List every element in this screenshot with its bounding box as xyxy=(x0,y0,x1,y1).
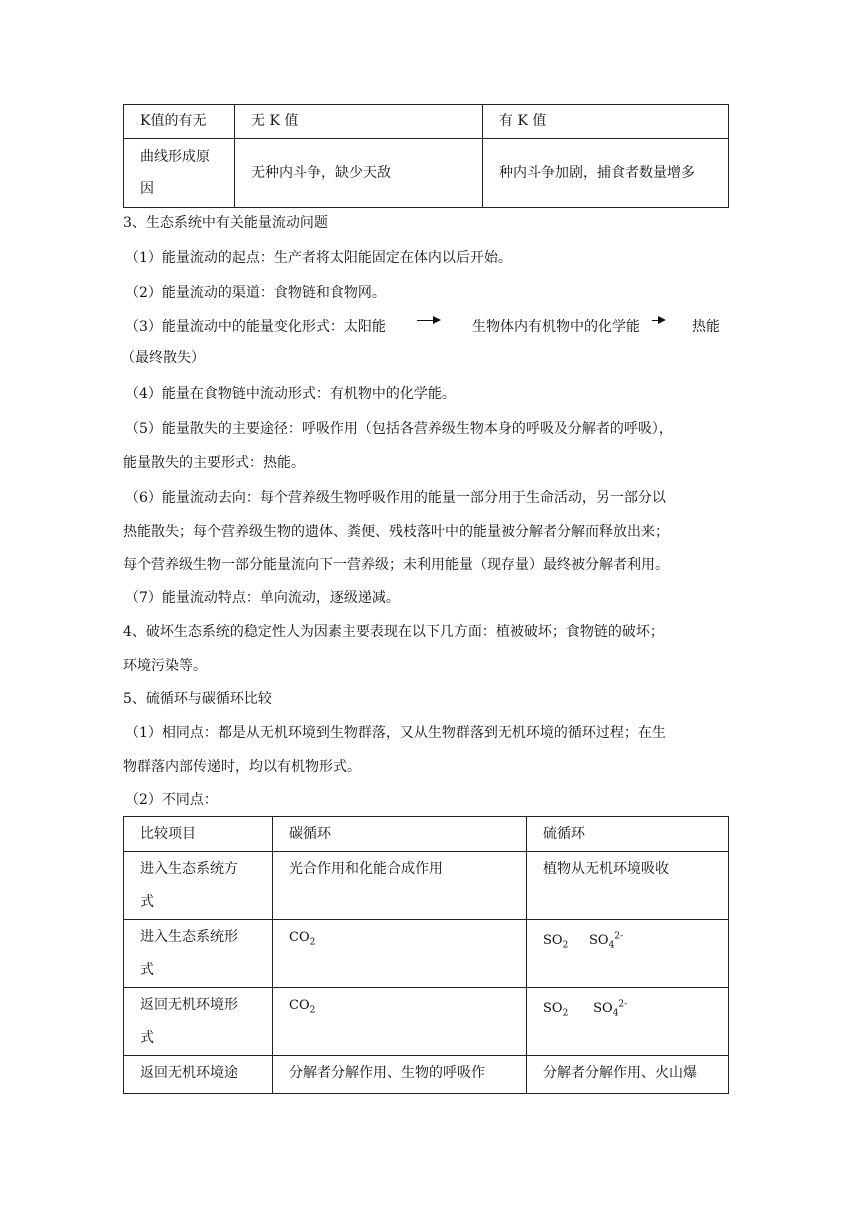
cell: 分解者分解作用、火山爆 xyxy=(527,1056,729,1094)
paragraph: （2）不同点： xyxy=(125,792,218,808)
paragraph: （1）相同点：都是从无机环境到生物群落，又从生物群落到无机环境的循环过程；在生 xyxy=(125,725,666,741)
formula-co2: $CO_2$ xyxy=(289,930,316,948)
text: 生物体内有机物中的化学能 xyxy=(472,319,640,335)
formula-so2: $SO_2$ xyxy=(543,933,569,951)
paragraph: 每个营养级生物一部分能量流向下一营养级；未利用能量（现存量）最终被分解者利用。 xyxy=(123,557,669,573)
cell: 有 K 值 xyxy=(483,105,729,139)
cell-line: 因 xyxy=(140,181,154,197)
cell: 返回无机环境途 xyxy=(124,1056,273,1094)
cell-line: 式 xyxy=(140,1030,154,1046)
formula-so4: $SO_4^{2-}$ xyxy=(593,1000,628,1019)
cell xyxy=(124,920,273,988)
paragraph: 能量散失的主要形式：热能。 xyxy=(123,455,305,471)
cell-line: 曲线形成原 xyxy=(140,149,210,165)
paragraph: 物群落内部传递时，均以有机物形式。 xyxy=(123,759,361,775)
cell xyxy=(124,852,273,920)
paragraph: （6）能量流动去向：每个营养级生物呼吸作用的能量一部分用于生命活动，另一部分以 xyxy=(125,490,666,506)
cell xyxy=(273,920,527,988)
paragraph: （7）能量流动特点：单向流动，逐级递减。 xyxy=(125,590,400,606)
cell-line: 式 xyxy=(140,962,154,978)
text: 热能 xyxy=(692,319,720,335)
cell-line: 进入生态系统形 xyxy=(140,929,238,945)
paragraph: 热能散失；每个营养级生物的遗体、粪便、残枝落叶中的能量被分解者分解而释放出来； xyxy=(123,524,669,540)
arrow-icon xyxy=(652,320,664,321)
formula-so4: $SO_4^{2-}$ xyxy=(588,932,624,951)
cycle-comparison-table xyxy=(123,816,729,1094)
paragraph: （最终散失） xyxy=(121,350,205,366)
cell-line: 式 xyxy=(140,894,154,910)
section-4: 4、破坏生态系统的稳定性人为因素主要表现在以下几方面：植被破坏；食物链的破坏； xyxy=(123,624,664,640)
cell xyxy=(527,920,729,988)
cell: 种内斗争加剧，捕食者数量增多 xyxy=(483,139,729,208)
cell: 无 K 值 xyxy=(235,105,483,139)
cell-line: 进入生态系统方 xyxy=(140,861,238,877)
paragraph: 环境污染等。 xyxy=(123,658,207,674)
cell xyxy=(273,988,527,1056)
k-value-table xyxy=(123,104,729,208)
paragraph: （1）能量流动的起点：生产者将太阳能固定在体内以后开始。 xyxy=(125,250,512,266)
section-3-title: 3、生态系统中有关能量流动问题 xyxy=(123,215,328,231)
cell-line: 返回无机环境形 xyxy=(140,997,238,1013)
cell: 光合作用和化能合成作用 xyxy=(273,852,527,920)
formula-co2: $CO_2$ xyxy=(289,998,316,1016)
cell: 分解者分解作用、生物的呼吸作 xyxy=(273,1056,527,1094)
text: （3）能量流动中的能量变化形式：太阳能 xyxy=(125,319,386,335)
cell xyxy=(527,988,729,1056)
cell: 植物从无机环境吸收 xyxy=(527,852,729,920)
cell: K值的有无 xyxy=(124,105,235,139)
cell: 硫循环 xyxy=(527,817,729,852)
section-5-title: 5、硫循环与碳循环比较 xyxy=(123,691,272,707)
cell: 无种内斗争，缺少天敌 xyxy=(235,139,483,208)
cell xyxy=(124,988,273,1056)
paragraph: （4）能量在食物链中流动形式：有机物中的化学能。 xyxy=(125,386,456,402)
cell: 比较项目 xyxy=(124,817,273,852)
cell xyxy=(124,139,235,208)
paragraph: （5）能量散失的主要途径：呼吸作用（包括各营养级生物本身的呼吸及分解者的呼吸）， xyxy=(125,421,673,437)
formula-so2: $SO_2$ xyxy=(543,1001,569,1019)
paragraph-energy-forms xyxy=(125,311,386,344)
arrow-icon xyxy=(417,320,439,321)
cell: 碳循环 xyxy=(273,817,527,852)
paragraph: （2）能量流动的渠道：食物链和食物网。 xyxy=(125,285,386,301)
